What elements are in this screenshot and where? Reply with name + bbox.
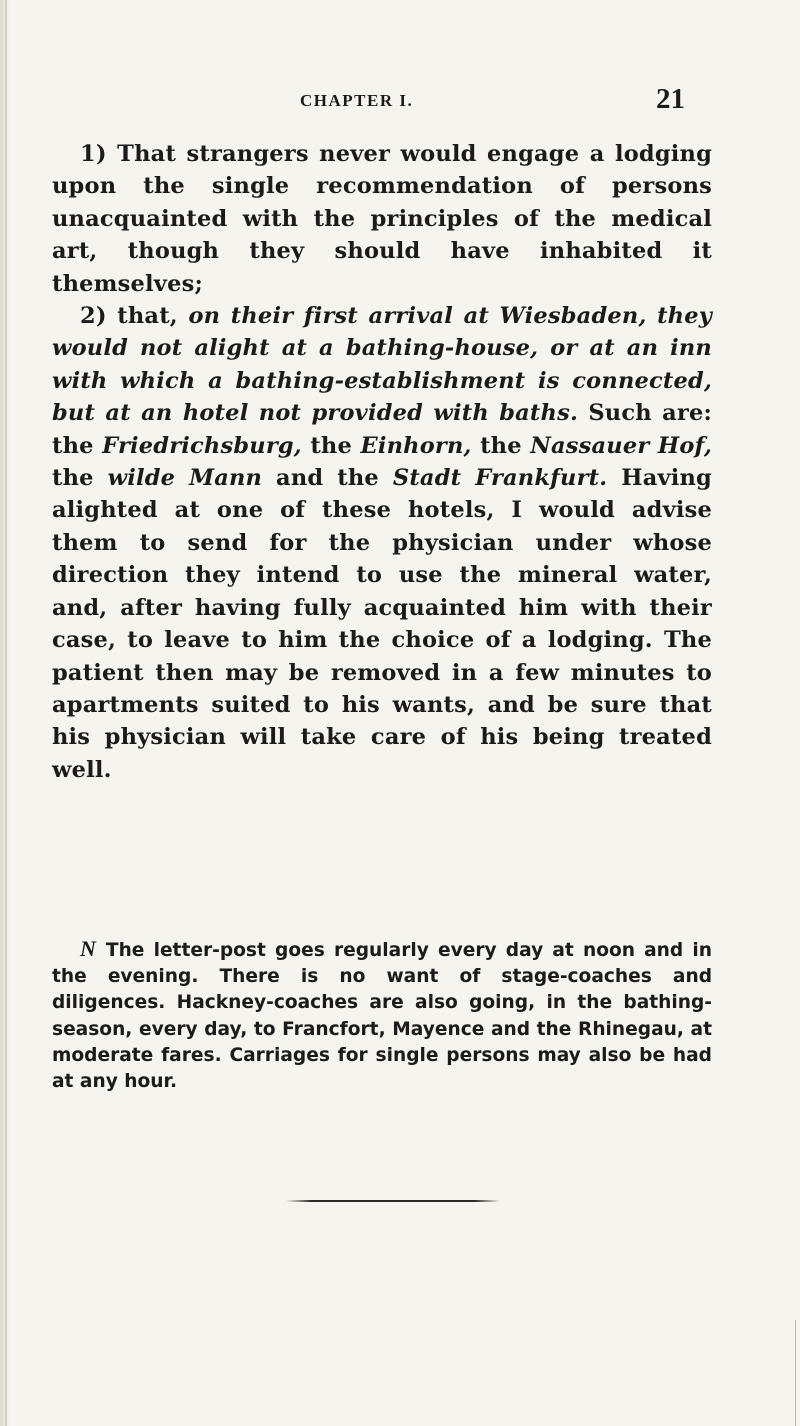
text-run: and the — [262, 465, 393, 492]
paragraph-2-number: 2) that, — [80, 303, 189, 330]
hotel-friedrichsburg: Friedrichsburg, — [102, 432, 302, 459]
gutter-line — [5, 0, 7, 1426]
page-number: 21 — [656, 83, 685, 115]
paragraph-2-rest: Having alighted at one of these hotels, I would advise them to send for the physician under whose direction they intend to use the mineral water, and, after having fully acquainted him with their case, to leave to him the choice of a lodging. The patient then may be removed in a few minutes to apartments suited to his wants, and be sure that his physician will take care of his being treated well. — [52, 465, 712, 783]
note-block — [52, 936, 712, 1095]
paragraph-2-italic: on their first arrival at Wiesbaden, they would not alight at a bathing-house, or at an inn with which a bathing-establishment is connected, but at an hotel not provided with baths. — [52, 303, 713, 427]
page-header — [0, 83, 800, 123]
note-text: The letter-post goes regularly every day at noon and in the evening. There is no want of stage-coaches and diligences. Hackney-coaches are also going, in the bathing-season, every day, to Francfort, Mayence and the Rhinegau, at moderate fares. Carriages for single persons may also be had at any hour. — [52, 940, 712, 1093]
main-text — [52, 138, 712, 786]
hotel-wilde-mann: wilde Mann — [107, 465, 263, 492]
text-run: the — [471, 432, 531, 459]
note-paragraph — [52, 936, 712, 1095]
paragraph-1: 1) That strangers never would engage a lodging upon the single recommendation of persons unacquainted with the principles of the medical art, though they should have inhabited it themselves; — [52, 141, 712, 297]
text-run: the — [52, 465, 108, 492]
text-run: Such are: the — [52, 400, 712, 459]
paragraph-2 — [52, 300, 712, 786]
hotel-nassauer-hof: Nassauer Hof, — [530, 432, 712, 459]
section-divider-rule — [286, 1200, 500, 1202]
note-marker: N — [80, 936, 96, 961]
text-run: the — [301, 432, 361, 459]
running-head: CHAPTER I. — [300, 91, 414, 110]
hotel-einhorn: Einhorn, — [360, 432, 472, 459]
hotel-stadt-frankfurt: Stadt Frankfurt. — [392, 465, 608, 492]
page-edge-right — [795, 1320, 796, 1426]
